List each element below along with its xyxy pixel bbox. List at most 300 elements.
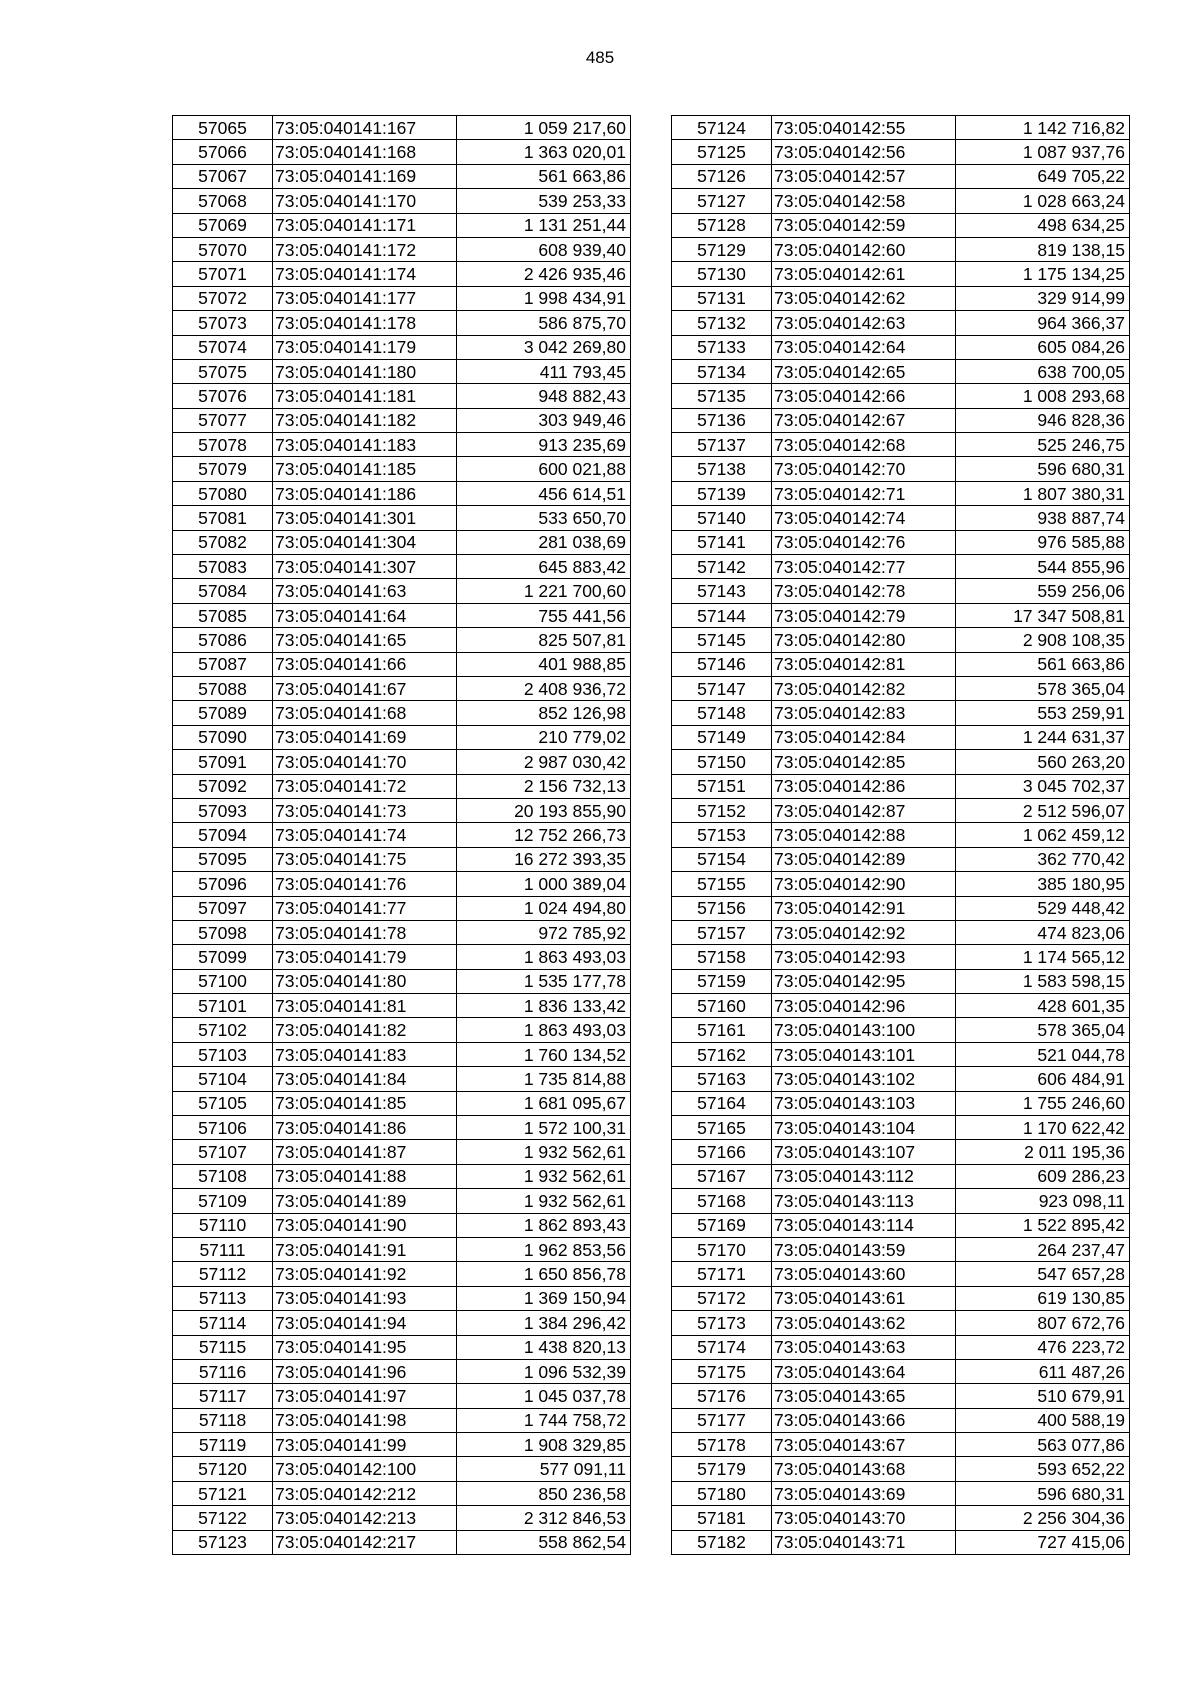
cadastral-number-cell: 73:05:040143:102: [772, 1067, 956, 1091]
table-row: [672, 140, 1130, 164]
table-row: [672, 1359, 1130, 1383]
cadastral-number-cell: 73:05:040142:86: [772, 774, 956, 798]
cadastral-value-cell: 1 755 246,60: [956, 1091, 1130, 1115]
cadastral-number-cell: 73:05:040142:91: [772, 896, 956, 920]
cadastral-value-cell: 825 507,81: [457, 628, 631, 652]
row-number-cell: 57142: [672, 555, 772, 579]
row-number-cell: 57147: [672, 676, 772, 700]
cadastral-value-cell: 1 384 296,42: [457, 1311, 631, 1335]
cadastral-number-cell: 73:05:040141:182: [273, 408, 457, 432]
cadastral-number-cell: 73:05:040143:61: [772, 1286, 956, 1310]
cadastral-value-cell: 606 484,91: [956, 1067, 1130, 1091]
row-number-cell: 57120: [173, 1457, 273, 1481]
cadastral-number-cell: 73:05:040141:183: [273, 433, 457, 457]
cadastral-number-cell: 73:05:040143:112: [772, 1164, 956, 1188]
table-row: [173, 433, 631, 457]
row-number-cell: 57131: [672, 286, 772, 310]
cadastral-value-cell: 12 752 266,73: [457, 823, 631, 847]
cadastral-value-cell: 727 415,06: [956, 1530, 1130, 1554]
table-row: [173, 286, 631, 310]
table-row: [672, 213, 1130, 237]
row-number-cell: 57148: [672, 701, 772, 725]
cadastral-number-cell: 73:05:040142:96: [772, 994, 956, 1018]
table-row: [672, 1457, 1130, 1481]
row-number-cell: 57099: [173, 945, 273, 969]
row-number-cell: 57175: [672, 1359, 772, 1383]
cadastral-value-cell: 2 312 846,53: [457, 1506, 631, 1530]
row-number-cell: 57156: [672, 896, 772, 920]
cadastral-number-cell: 73:05:040141:180: [273, 359, 457, 383]
cadastral-number-cell: 73:05:040141:179: [273, 335, 457, 359]
cadastral-number-cell: 73:05:040142:67: [772, 408, 956, 432]
row-number-cell: 57075: [173, 359, 273, 383]
row-number-cell: 57065: [173, 116, 273, 140]
cadastral-value-cell: 1 438 820,13: [457, 1335, 631, 1359]
cadastral-number-cell: 73:05:040141:74: [273, 823, 457, 847]
cadastral-number-cell: 73:05:040141:181: [273, 384, 457, 408]
row-number-cell: 57095: [173, 847, 273, 871]
cadastral-value-cell: 16 272 393,35: [457, 847, 631, 871]
cadastral-value-cell: 474 823,06: [956, 920, 1130, 944]
table-row: [672, 457, 1130, 481]
cadastral-number-cell: 73:05:040142:71: [772, 481, 956, 505]
table-row: [173, 798, 631, 822]
cadastral-number-cell: 73:05:040142:74: [772, 506, 956, 530]
table-row: [173, 237, 631, 261]
row-number-cell: 57144: [672, 603, 772, 627]
cadastral-number-cell: 73:05:040141:84: [273, 1067, 457, 1091]
cadastral-number-cell: 73:05:040141:64: [273, 603, 457, 627]
cadastral-value-cell: 428 601,35: [956, 994, 1130, 1018]
row-number-cell: 57093: [173, 798, 273, 822]
table-row: [672, 1481, 1130, 1505]
cadastral-value-cell: 20 193 855,90: [457, 798, 631, 822]
row-number-cell: 57088: [173, 676, 273, 700]
row-number-cell: 57157: [672, 920, 772, 944]
row-number-cell: 57066: [173, 140, 273, 164]
cadastral-value-cell: 1 062 459,12: [956, 823, 1130, 847]
cadastral-value-cell: 547 657,28: [956, 1262, 1130, 1286]
cadastral-value-cell: 561 663,86: [457, 164, 631, 188]
cadastral-value-cell: 411 793,45: [457, 359, 631, 383]
cadastral-value-cell: 1 932 562,61: [457, 1140, 631, 1164]
row-number-cell: 57123: [173, 1530, 273, 1554]
table-row: [672, 628, 1130, 652]
cadastral-number-cell: 73:05:040143:62: [772, 1311, 956, 1335]
row-number-cell: 57180: [672, 1481, 772, 1505]
cadastral-value-cell: 649 705,22: [956, 164, 1130, 188]
cadastral-number-cell: 73:05:040142:100: [273, 1457, 457, 1481]
row-number-cell: 57135: [672, 384, 772, 408]
parcel-table-right: [671, 115, 1130, 1555]
row-number-cell: 57146: [672, 652, 772, 676]
row-number-cell: 57070: [173, 237, 273, 261]
row-number-cell: 57160: [672, 994, 772, 1018]
cadastral-value-cell: 558 862,54: [457, 1530, 631, 1554]
table-row: [672, 116, 1130, 140]
table-row: [672, 384, 1130, 408]
cadastral-value-cell: 609 286,23: [956, 1164, 1130, 1188]
table-row: [672, 189, 1130, 213]
table-row: [672, 237, 1130, 261]
row-number-cell: 57138: [672, 457, 772, 481]
table-row: [173, 628, 631, 652]
table-row: [672, 1335, 1130, 1359]
row-number-cell: 57177: [672, 1408, 772, 1432]
row-number-cell: 57092: [173, 774, 273, 798]
cadastral-value-cell: 619 130,85: [956, 1286, 1130, 1310]
cadastral-value-cell: 2 426 935,46: [457, 262, 631, 286]
table-row: [672, 1433, 1130, 1457]
table-row: [672, 164, 1130, 188]
table-row: [173, 676, 631, 700]
table-row: [173, 1530, 631, 1554]
row-number-cell: 57091: [173, 750, 273, 774]
row-number-cell: 57164: [672, 1091, 772, 1115]
cadastral-value-cell: 596 680,31: [956, 1481, 1130, 1505]
cadastral-number-cell: 73:05:040141:178: [273, 311, 457, 335]
table-row: [173, 311, 631, 335]
cadastral-number-cell: 73:05:040141:70: [273, 750, 457, 774]
cadastral-value-cell: 498 634,25: [956, 213, 1130, 237]
cadastral-number-cell: 73:05:040141:301: [273, 506, 457, 530]
row-number-cell: 57104: [173, 1067, 273, 1091]
cadastral-value-cell: 264 237,47: [956, 1237, 1130, 1261]
table-row: [672, 920, 1130, 944]
row-number-cell: 57174: [672, 1335, 772, 1359]
table-row: [672, 774, 1130, 798]
row-number-cell: 57087: [173, 652, 273, 676]
table-row: [672, 1311, 1130, 1335]
row-number-cell: 57153: [672, 823, 772, 847]
cadastral-number-cell: 73:05:040143:101: [772, 1042, 956, 1066]
cadastral-number-cell: 73:05:040141:177: [273, 286, 457, 310]
cadastral-value-cell: 948 882,43: [457, 384, 631, 408]
table-body-left: [173, 116, 631, 1555]
table-row: [672, 262, 1130, 286]
table-body-right: [672, 116, 1130, 1555]
table-row: [173, 1140, 631, 1164]
cadastral-value-cell: 2 011 195,36: [956, 1140, 1130, 1164]
cadastral-value-cell: 1 535 177,78: [457, 969, 631, 993]
cadastral-value-cell: 964 366,37: [956, 311, 1130, 335]
cadastral-number-cell: 73:05:040141:172: [273, 237, 457, 261]
row-number-cell: 57069: [173, 213, 273, 237]
cadastral-value-cell: 600 021,88: [457, 457, 631, 481]
cadastral-number-cell: 73:05:040141:69: [273, 725, 457, 749]
cadastral-value-cell: 1 932 562,61: [457, 1189, 631, 1213]
table-row: [173, 701, 631, 725]
cadastral-number-cell: 73:05:040141:169: [273, 164, 457, 188]
table-row: [173, 1384, 631, 1408]
cadastral-number-cell: 73:05:040142:59: [772, 213, 956, 237]
cadastral-number-cell: 73:05:040141:66: [273, 652, 457, 676]
row-number-cell: 57119: [173, 1433, 273, 1457]
table-row: [672, 1091, 1130, 1115]
cadastral-number-cell: 73:05:040141:92: [273, 1262, 457, 1286]
cadastral-number-cell: 73:05:040143:70: [772, 1506, 956, 1530]
table-row: [173, 1433, 631, 1457]
cadastral-number-cell: 73:05:040143:66: [772, 1408, 956, 1432]
row-number-cell: 57072: [173, 286, 273, 310]
table-row: [672, 433, 1130, 457]
row-number-cell: 57083: [173, 555, 273, 579]
cadastral-value-cell: 533 650,70: [457, 506, 631, 530]
cadastral-value-cell: 1 962 853,56: [457, 1237, 631, 1261]
table-row: [672, 555, 1130, 579]
row-number-cell: 57112: [173, 1262, 273, 1286]
cadastral-number-cell: 73:05:040141:72: [273, 774, 457, 798]
cadastral-value-cell: 1 059 217,60: [457, 116, 631, 140]
cadastral-value-cell: 850 236,58: [457, 1481, 631, 1505]
table-row: [173, 1018, 631, 1042]
row-number-cell: 57113: [173, 1286, 273, 1310]
cadastral-number-cell: 73:05:040141:174: [273, 262, 457, 286]
cadastral-value-cell: 578 365,04: [956, 676, 1130, 700]
table-row: [173, 774, 631, 798]
table-row: [173, 872, 631, 896]
cadastral-number-cell: 73:05:040142:70: [772, 457, 956, 481]
table-row: [173, 408, 631, 432]
cadastral-number-cell: 73:05:040143:68: [772, 1457, 956, 1481]
table-row: [173, 847, 631, 871]
table-row: [672, 750, 1130, 774]
cadastral-number-cell: 73:05:040141:167: [273, 116, 457, 140]
row-number-cell: 57154: [672, 847, 772, 871]
cadastral-number-cell: 73:05:040141:81: [273, 994, 457, 1018]
cadastral-value-cell: 577 091,11: [457, 1457, 631, 1481]
cadastral-number-cell: 73:05:040141:91: [273, 1237, 457, 1261]
cadastral-value-cell: 1 863 493,03: [457, 1018, 631, 1042]
cadastral-value-cell: 605 084,26: [956, 335, 1130, 359]
cadastral-number-cell: 73:05:040143:71: [772, 1530, 956, 1554]
table-row: [173, 506, 631, 530]
cadastral-number-cell: 73:05:040141:185: [273, 457, 457, 481]
cadastral-number-cell: 73:05:040142:87: [772, 798, 956, 822]
cadastral-value-cell: 586 875,70: [457, 311, 631, 335]
cadastral-value-cell: 1 008 293,68: [956, 384, 1130, 408]
cadastral-value-cell: 476 223,72: [956, 1335, 1130, 1359]
row-number-cell: 57133: [672, 335, 772, 359]
cadastral-number-cell: 73:05:040142:92: [772, 920, 956, 944]
table-row: [173, 457, 631, 481]
cadastral-number-cell: 73:05:040141:79: [273, 945, 457, 969]
table-row: [672, 1384, 1130, 1408]
cadastral-value-cell: 510 679,91: [956, 1384, 1130, 1408]
row-number-cell: 57165: [672, 1116, 772, 1140]
cadastral-value-cell: 1 650 856,78: [457, 1262, 631, 1286]
cadastral-value-cell: 611 487,26: [956, 1359, 1130, 1383]
table-row: [173, 994, 631, 1018]
cadastral-value-cell: 976 585,88: [956, 530, 1130, 554]
row-number-cell: 57110: [173, 1213, 273, 1237]
row-number-cell: 57125: [672, 140, 772, 164]
cadastral-number-cell: 73:05:040141:80: [273, 969, 457, 993]
row-number-cell: 57141: [672, 530, 772, 554]
cadastral-value-cell: 1 572 100,31: [457, 1116, 631, 1140]
cadastral-number-cell: 73:05:040143:103: [772, 1091, 956, 1115]
table-row: [672, 408, 1130, 432]
row-number-cell: 57114: [173, 1311, 273, 1335]
cadastral-number-cell: 73:05:040141:76: [273, 872, 457, 896]
row-number-cell: 57118: [173, 1408, 273, 1432]
cadastral-number-cell: 73:05:040141:77: [273, 896, 457, 920]
cadastral-number-cell: 73:05:040143:67: [772, 1433, 956, 1457]
row-number-cell: 57105: [173, 1091, 273, 1115]
cadastral-number-cell: 73:05:040141:170: [273, 189, 457, 213]
row-number-cell: 57121: [173, 1481, 273, 1505]
table-row: [173, 213, 631, 237]
row-number-cell: 57130: [672, 262, 772, 286]
table-row: [672, 579, 1130, 603]
row-number-cell: 57126: [672, 164, 772, 188]
cadastral-value-cell: 559 256,06: [956, 579, 1130, 603]
cadastral-value-cell: 852 126,98: [457, 701, 631, 725]
cadastral-value-cell: 1 760 134,52: [457, 1042, 631, 1066]
cadastral-number-cell: 73:05:040142:212: [273, 1481, 457, 1505]
table-row: [672, 725, 1130, 749]
row-number-cell: 57084: [173, 579, 273, 603]
row-number-cell: 57124: [672, 116, 772, 140]
cadastral-number-cell: 73:05:040141:97: [273, 1384, 457, 1408]
cadastral-number-cell: 73:05:040143:69: [772, 1481, 956, 1505]
table-row: [173, 823, 631, 847]
table-row: [173, 116, 631, 140]
row-number-cell: 57082: [173, 530, 273, 554]
cadastral-value-cell: 529 448,42: [956, 896, 1130, 920]
cadastral-number-cell: 73:05:040141:75: [273, 847, 457, 871]
row-number-cell: 57181: [672, 1506, 772, 1530]
table-row: [173, 1311, 631, 1335]
row-number-cell: 57161: [672, 1018, 772, 1042]
cadastral-number-cell: 73:05:040142:56: [772, 140, 956, 164]
row-number-cell: 57155: [672, 872, 772, 896]
cadastral-number-cell: 73:05:040141:99: [273, 1433, 457, 1457]
table-row: [173, 1116, 631, 1140]
cadastral-value-cell: 1 221 700,60: [457, 579, 631, 603]
table-row: [672, 1018, 1130, 1042]
cadastral-value-cell: 1 863 493,03: [457, 945, 631, 969]
table-row: [173, 652, 631, 676]
row-number-cell: 57166: [672, 1140, 772, 1164]
table-row: [672, 1042, 1130, 1066]
row-number-cell: 57170: [672, 1237, 772, 1261]
cadastral-value-cell: 521 044,78: [956, 1042, 1130, 1066]
table-row: [173, 750, 631, 774]
cadastral-number-cell: 73:05:040142:64: [772, 335, 956, 359]
cadastral-number-cell: 73:05:040142:57: [772, 164, 956, 188]
table-row: [672, 701, 1130, 725]
cadastral-value-cell: 1 583 598,15: [956, 969, 1130, 993]
table-row: [672, 335, 1130, 359]
table-row: [672, 311, 1130, 335]
row-number-cell: 57098: [173, 920, 273, 944]
row-number-cell: 57145: [672, 628, 772, 652]
cadastral-number-cell: 73:05:040142:93: [772, 945, 956, 969]
row-number-cell: 57132: [672, 311, 772, 335]
table-row: [173, 1189, 631, 1213]
cadastral-value-cell: 544 855,96: [956, 555, 1130, 579]
cadastral-value-cell: 1 131 251,44: [457, 213, 631, 237]
cadastral-value-cell: 400 588,19: [956, 1408, 1130, 1432]
cadastral-number-cell: 73:05:040141:186: [273, 481, 457, 505]
row-number-cell: 57078: [173, 433, 273, 457]
cadastral-value-cell: 578 365,04: [956, 1018, 1130, 1042]
table-row: [173, 1213, 631, 1237]
cadastral-value-cell: 2 512 596,07: [956, 798, 1130, 822]
row-number-cell: 57139: [672, 481, 772, 505]
cadastral-value-cell: 608 939,40: [457, 237, 631, 261]
table-row: [173, 579, 631, 603]
cadastral-number-cell: 73:05:040143:104: [772, 1116, 956, 1140]
row-number-cell: 57071: [173, 262, 273, 286]
cadastral-value-cell: 1 998 434,91: [457, 286, 631, 310]
cadastral-number-cell: 73:05:040142:88: [772, 823, 956, 847]
cadastral-number-cell: 73:05:040142:68: [772, 433, 956, 457]
table-row: [173, 384, 631, 408]
cadastral-value-cell: 2 987 030,42: [457, 750, 631, 774]
cadastral-number-cell: 73:05:040141:85: [273, 1091, 457, 1115]
cadastral-value-cell: 1 522 895,42: [956, 1213, 1130, 1237]
cadastral-number-cell: 73:05:040141:171: [273, 213, 457, 237]
row-number-cell: 57159: [672, 969, 772, 993]
cadastral-number-cell: 73:05:040142:84: [772, 725, 956, 749]
cadastral-value-cell: 210 779,02: [457, 725, 631, 749]
cadastral-value-cell: 946 828,36: [956, 408, 1130, 432]
table-row: [173, 1067, 631, 1091]
row-number-cell: 57097: [173, 896, 273, 920]
cadastral-number-cell: 73:05:040142:58: [772, 189, 956, 213]
cadastral-value-cell: 1 744 758,72: [457, 1408, 631, 1432]
table-row: [173, 1506, 631, 1530]
table-row: [173, 603, 631, 627]
table-row: [173, 945, 631, 969]
cadastral-value-cell: 923 098,11: [956, 1189, 1130, 1213]
row-number-cell: 57168: [672, 1189, 772, 1213]
row-number-cell: 57136: [672, 408, 772, 432]
cadastral-number-cell: 73:05:040141:96: [273, 1359, 457, 1383]
cadastral-number-cell: 73:05:040141:86: [273, 1116, 457, 1140]
cadastral-value-cell: 1 932 562,61: [457, 1164, 631, 1188]
table-row: [672, 676, 1130, 700]
cadastral-value-cell: 972 785,92: [457, 920, 631, 944]
table-row: [173, 140, 631, 164]
row-number-cell: 57115: [173, 1335, 273, 1359]
cadastral-value-cell: 1 807 380,31: [956, 481, 1130, 505]
row-number-cell: 57163: [672, 1067, 772, 1091]
table-row: [173, 1237, 631, 1261]
cadastral-number-cell: 73:05:040141:67: [273, 676, 457, 700]
table-row: [173, 1335, 631, 1359]
cadastral-number-cell: 73:05:040142:61: [772, 262, 956, 286]
cadastral-value-cell: 1 024 494,80: [457, 896, 631, 920]
cadastral-number-cell: 73:05:040141:68: [273, 701, 457, 725]
cadastral-value-cell: 385 180,95: [956, 872, 1130, 896]
cadastral-value-cell: 1 862 893,43: [457, 1213, 631, 1237]
table-row: [672, 1237, 1130, 1261]
table-row: [173, 164, 631, 188]
table-row: [173, 1286, 631, 1310]
table-row: [173, 481, 631, 505]
table-row: [173, 1359, 631, 1383]
cadastral-number-cell: 73:05:040141:95: [273, 1335, 457, 1359]
row-number-cell: 57116: [173, 1359, 273, 1383]
row-number-cell: 57149: [672, 725, 772, 749]
row-number-cell: 57102: [173, 1018, 273, 1042]
row-number-cell: 57067: [173, 164, 273, 188]
table-row: [173, 335, 631, 359]
cadastral-value-cell: 329 914,99: [956, 286, 1130, 310]
